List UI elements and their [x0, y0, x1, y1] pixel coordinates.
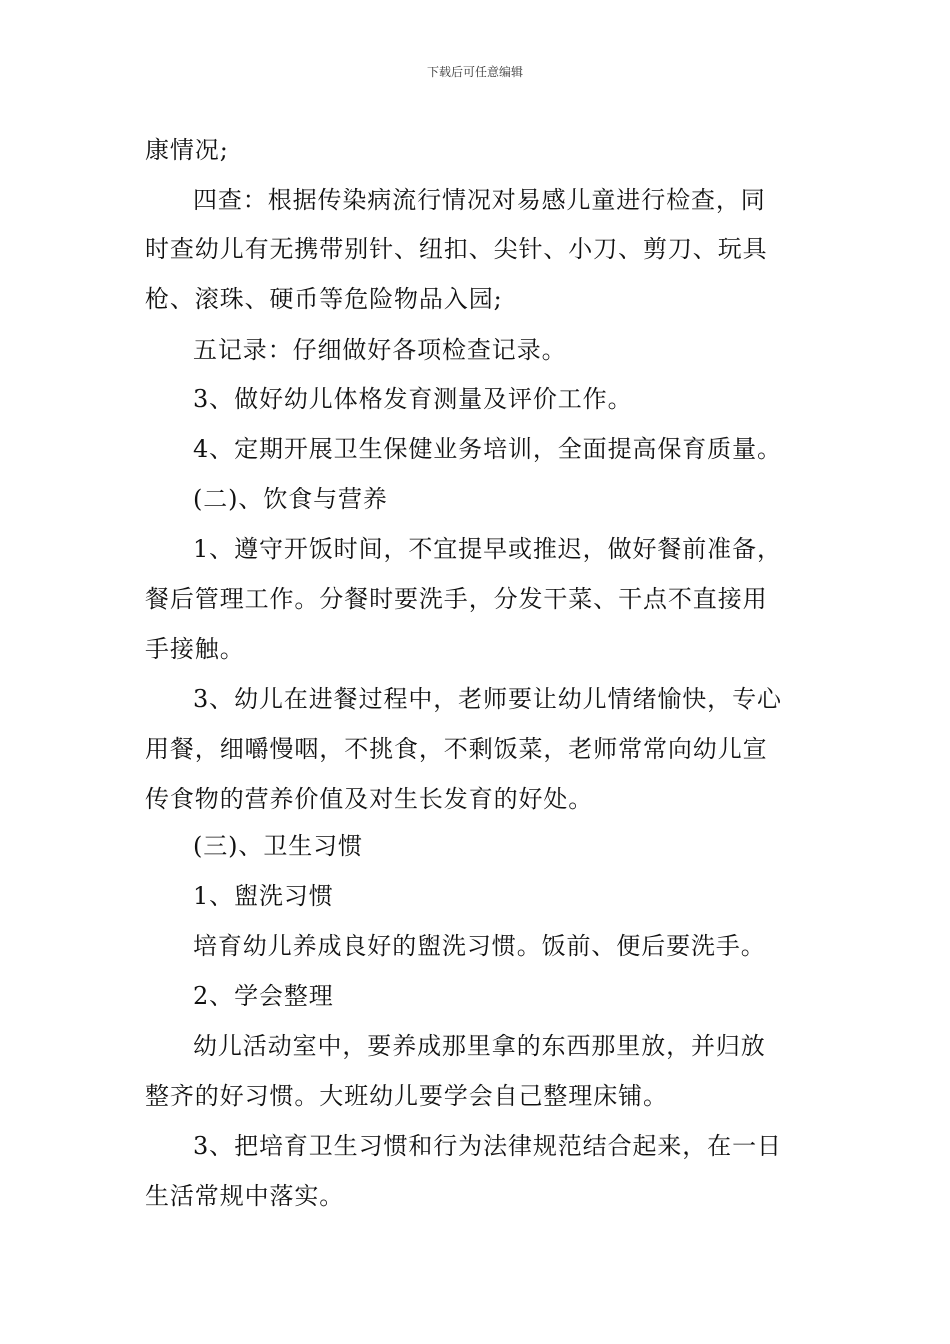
subsection-heading: 1、盥洗习惯: [193, 882, 334, 910]
paragraph-line: 康情况;: [145, 136, 229, 164]
paragraph-line: 传食物的营养价值及对生长发育的好处。: [145, 785, 594, 813]
page-header-note: 下载后可任意编辑: [426, 65, 523, 79]
paragraph-line: 枪、滚珠、硬币等危险物品入园;: [145, 285, 503, 313]
paragraph-line: 五记录：仔细做好各项检查记录。: [193, 336, 567, 364]
paragraph-line: 手接触。: [145, 635, 245, 663]
paragraph-line: 生活常规中落实。: [145, 1182, 345, 1210]
paragraph-line: 餐后管理工作。分餐时要洗手，分发干菜、干点不直接用: [145, 585, 768, 613]
paragraph-line: 幼儿活动室中，要养成那里拿的东西那里放，并归放: [193, 1032, 766, 1060]
paragraph-line: 4、定期开展卫生保健业务培训，全面提高保育质量。: [193, 435, 782, 463]
paragraph-line: 时查幼儿有无携带别针、纽扣、尖针、小刀、剪刀、玩具: [145, 235, 768, 263]
section-heading: (三)、卫生习惯: [193, 832, 363, 860]
paragraph-line: 用餐，细嚼慢咽，不挑食，不剩饭菜，老师常常向幼儿宣: [145, 735, 768, 763]
paragraph-line: 培育幼儿养成良好的盥洗习惯。饭前、便后要洗手。: [193, 932, 766, 960]
section-heading: (二)、饮食与营养: [193, 485, 388, 513]
paragraph-line: 3、把培育卫生习惯和行为法律规范结合起来，在一日: [193, 1132, 782, 1160]
paragraph-line: 整齐的好习惯。大班幼儿要学会自己整理床铺。: [145, 1082, 668, 1110]
paragraph-line: 四查：根据传染病流行情况对易感儿童进行检查，同: [193, 186, 766, 214]
subsection-heading: 2、学会整理: [193, 982, 334, 1010]
paragraph-line: 1、遵守开饭时间，不宜提早或推迟，做好餐前准备，: [193, 535, 782, 563]
paragraph-line: 3、做好幼儿体格发育测量及评价工作。: [193, 385, 633, 413]
paragraph-line: 3、幼儿在进餐过程中，老师要让幼儿情绪愉快，专心: [193, 685, 782, 713]
